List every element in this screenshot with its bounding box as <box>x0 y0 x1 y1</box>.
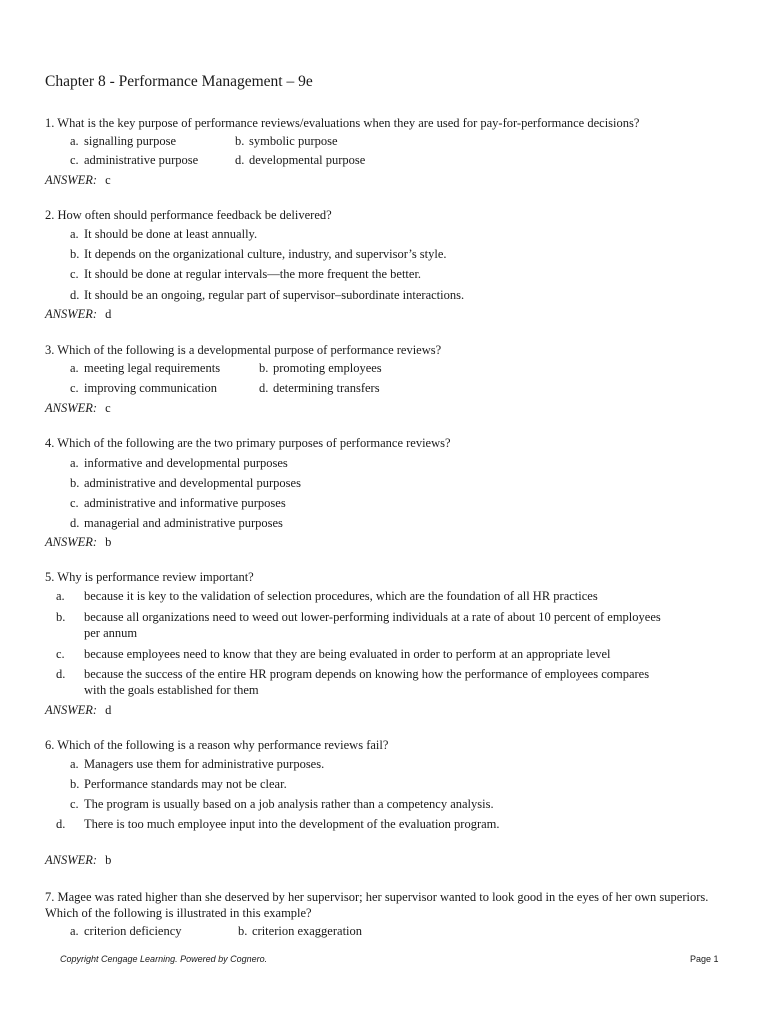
question-6: 6. Which of the following is a reason why performance reviews fail? <box>45 738 389 752</box>
q3-option-b: b. promoting employees <box>259 361 382 375</box>
q3-option-d: d. determining transfers <box>259 381 380 395</box>
footer-page-number: Page 1 <box>690 954 719 964</box>
q4-option-a: a. informative and developmental purposes <box>70 456 288 470</box>
q6-option-d: d. There is too much employee input into the development of the evaluation program. <box>56 817 500 831</box>
q6-option-c: c. The program is usually based on a job analysis rather than a competency analysis. <box>70 797 494 811</box>
q3-answer: ANSWER: c <box>45 401 111 415</box>
question-4: 4. Which of the following are the two primary purposes of performance reviews? <box>45 436 451 450</box>
footer-copyright: Copyright Cengage Learning. Powered by Cognero. <box>60 954 268 964</box>
q2-answer: ANSWER: d <box>45 307 112 321</box>
question-7: 7. Magee was rated higher than she deserved by her supervisor; her supervisor wanted to look good in the eyes of her own superiors. Which of the following is illustrated in this example? <box>45 890 709 920</box>
q6-option-b: b. Performance standards may not be clear. <box>70 777 287 791</box>
q1-answer: ANSWER: c <box>45 173 111 187</box>
q4-option-d: d. managerial and administrative purposes <box>70 516 283 530</box>
q2-option-a: a. It should be done at least annually. <box>70 227 258 241</box>
q5-answer: ANSWER: d <box>45 703 112 717</box>
q6-option-a: a. Managers use them for administrative purposes. <box>70 757 325 771</box>
q1-option-c: c. administrative purpose <box>70 153 199 167</box>
q4-option-c: c. administrative and informative purposes <box>70 496 286 510</box>
q5-option-b: b. because all organizations need to weed out lower-performing individuals at a rate of about 10 percent of employees per annum <box>56 610 661 640</box>
q5-option-d: d. because the success of the entire HR program depends on knowing how the performance of employees compares with the goals established for them <box>56 667 650 697</box>
q4-option-b: b. administrative and developmental purposes <box>70 476 301 490</box>
q5-option-a: a. because it is key to the validation of selection procedures, which are the foundation of all HR practices <box>56 589 598 603</box>
q7-option-b: b. criterion exaggeration <box>238 924 363 938</box>
q3-option-c: c. improving communication <box>70 381 217 395</box>
q6-answer: ANSWER: b <box>45 853 112 867</box>
chapter-title: Chapter 8 - Performance Management – 9e <box>45 73 313 90</box>
q2-option-b: b. It depends on the organizational culture, industry, and supervisor’s style. <box>70 247 447 261</box>
q2-option-c: c. It should be done at regular intervals—the more frequent the better. <box>70 267 422 281</box>
question-3: 3. Which of the following is a developmental purpose of performance reviews? <box>45 343 442 357</box>
q1-option-b: b. symbolic purpose <box>235 134 338 148</box>
q7-option-a: a. criterion deficiency <box>70 924 182 938</box>
question-5: 5. Why is performance review important? <box>45 570 254 584</box>
question-2: 2. How often should performance feedback be delivered? <box>45 208 332 222</box>
q2-option-d: d. It should be an ongoing, regular part of supervisor–subordinate interactions. <box>70 288 465 302</box>
q3-option-a: a. meeting legal requirements <box>70 361 221 375</box>
q5-option-c: c. because employees need to know that they are being evaluated in order to perform at an appropriate level <box>56 647 611 661</box>
q1-option-d: d. developmental purpose <box>235 153 366 167</box>
question-1: 1. What is the key purpose of performance reviews/evaluations when they are used for pay-for-performance decisions? <box>45 116 640 130</box>
q4-answer: ANSWER: b <box>45 535 112 549</box>
q1-option-a: a. signalling purpose <box>70 134 177 148</box>
